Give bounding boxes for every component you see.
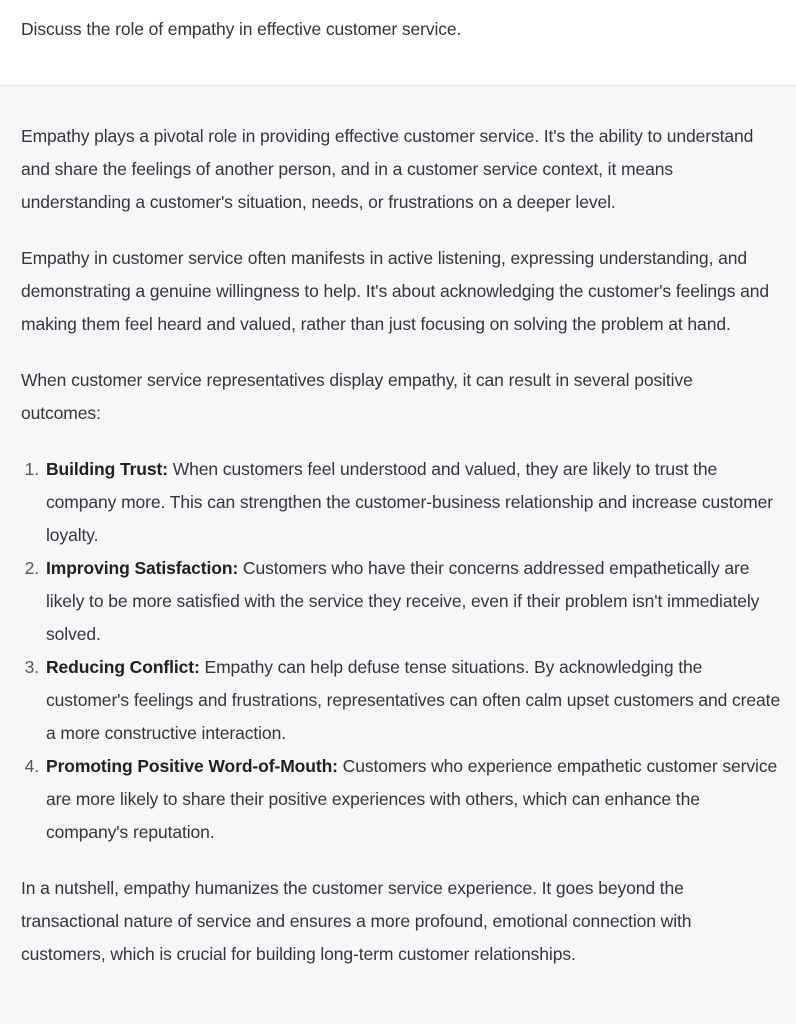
outcomes-list — [21, 453, 786, 849]
user-message-text: Discuss the role of empathy in effective customer service. — [21, 19, 462, 39]
list-item-text: Customers who have their concerns addressed empathetically are likely to be more satisfied with the service they receive, even if their problem isn't immediately solved. — [46, 558, 760, 644]
assistant-message — [0, 86, 796, 971]
list-item-title: Improving Satisfaction: — [46, 558, 239, 578]
list-item-text: When customers feel understood and valued, they are likely to trust the company more. This can strengthen the customer-business relationship and increase customer loyalty. — [46, 459, 774, 545]
list-item — [21, 552, 786, 651]
list-item-number: 1. — [24, 459, 39, 479]
list-item-text: Customers who experience empathetic customer service are more likely to share their positive experiences with others, which can enhance the company's reputation. — [46, 756, 778, 842]
assistant-paragraph: Empathy in customer service often manifests in active listening, expressing understanding, and demonstrating a genuine willingness to help. It's about acknowledging the customer's feelings and making them feel heard and valued, rather than just focusing on solving the problem at hand. — [21, 248, 770, 334]
list-item — [21, 453, 786, 552]
list-item-number: 3. — [24, 657, 39, 677]
list-item-number: 4. — [24, 756, 39, 776]
list-item-number: 2. — [24, 558, 39, 578]
list-item — [21, 750, 786, 849]
list-item-title: Building Trust: — [46, 459, 168, 479]
list-item-title: Promoting Positive Word-of-Mouth: — [46, 756, 338, 776]
list-item-text: Empathy can help defuse tense situations. By acknowledging the customer's feelings and frustrations, representatives can often calm upset customers and create a more constructive interaction. — [46, 657, 781, 743]
list-item — [21, 651, 786, 750]
list-item-title: Reducing Conflict: — [46, 657, 200, 677]
assistant-conclusion: In a nutshell, empathy humanizes the customer service experience. It goes beyond the transactional nature of service and ensures a more profound, emotional connection with customers, which is crucial for building long-term customer relationships. — [21, 878, 692, 964]
assistant-paragraph: Empathy plays a pivotal role in providing effective customer service. It's the ability to understand and share the feelings of another person, and in a customer service context, it means understanding a customer's situation, needs, or frustrations on a deeper level. — [21, 126, 754, 212]
assistant-paragraph: When customer service representatives display empathy, it can result in several positive outcomes: — [21, 370, 693, 423]
user-message — [0, 0, 796, 86]
